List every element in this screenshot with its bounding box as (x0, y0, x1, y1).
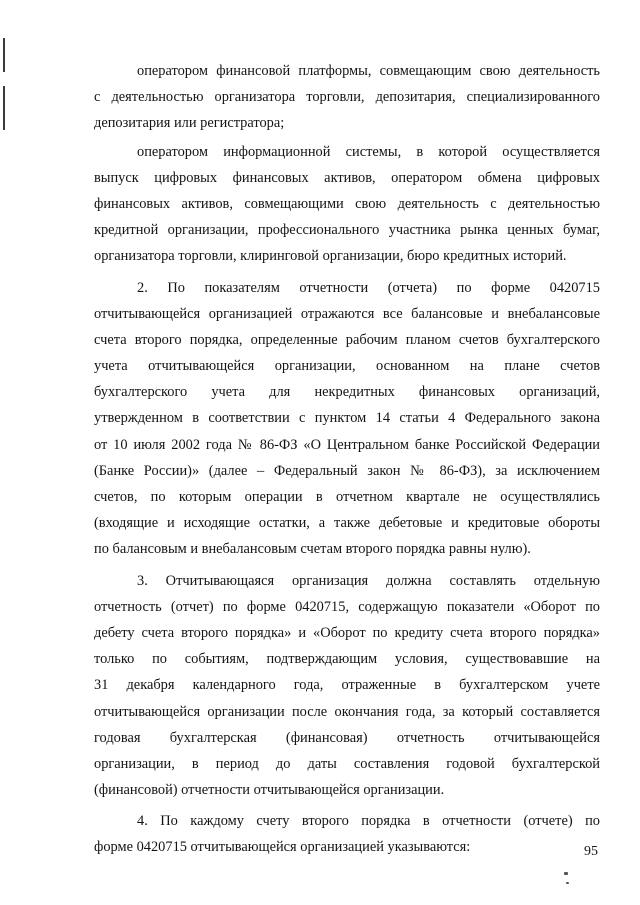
scan-edge-mark (3, 38, 5, 72)
paragraph-operator-information-system (94, 139, 600, 270)
paragraph-item-2 (94, 275, 600, 563)
scan-artifact (564, 872, 568, 875)
text-line: отчитывающейся организации после окончания года, за который составляется (94, 703, 600, 720)
text-line: оператором информационной системы, в которой осуществляется (137, 143, 600, 160)
text-line: счета второго порядка, определенные рабочим планом счетов бухгалтерского (94, 331, 600, 348)
text-line: учета отчитывающейся организации, основанном на плане счетов (94, 358, 600, 375)
text-line: 3. Отчитывающаяся организация должна составлять отдельную (137, 572, 600, 589)
document-body (94, 58, 600, 861)
paragraph-item-4 (94, 808, 600, 860)
text-line: организатора торговли, клиринговой организации, бюро кредитных историй. (94, 248, 567, 265)
text-line: по балансовым и внебалансовым счетам второго порядка равны нулю). (94, 541, 531, 558)
text-line: оператором финансовой платформы, совмещающим свою деятельность (137, 63, 600, 79)
text-line: отчитывающейся организацией отражаются все балансовые и внебалансовые (94, 305, 600, 322)
text-line: кредитной организации, профессионального участника рынка ценных бумаг, (94, 222, 600, 239)
text-line: счетов, по которым операции в отчетном квартале не осуществлялись (94, 489, 600, 505)
text-line: выпуск цифровых финансовых активов, оператором обмена цифровых (94, 169, 600, 186)
text-line: утвержденном в соответствии с пунктом 14 статьи 4 Федерального закона (94, 410, 600, 427)
text-line: 31 декабря календарного года, отраженные в бухгалтерском учете (94, 677, 600, 694)
text-line: от 10 июля 2002 года № 86-ФЗ «О Центральном банке Российской Федерации (94, 436, 600, 453)
text-line: бухгалтерского учета для некредитных финансовых организаций, (94, 384, 600, 401)
scan-edge-mark (3, 86, 5, 130)
paragraph-operator-financial-platform (94, 58, 600, 137)
scan-artifact (566, 882, 569, 884)
text-line: дебету счета второго порядка» и «Оборот по кредиту счета второго порядка» (94, 624, 600, 641)
text-line: (финансовой) отчетности отчитывающейся организации. (94, 782, 445, 799)
text-line: только по событиям, подтверждающим условия, существовавшие на (94, 651, 600, 668)
text-line: 2. По показателям отчетности (отчета) по форме 0420715 (137, 279, 600, 296)
text-line: финансовых активов, совмещающими свою деятельность с деятельностью (94, 195, 600, 212)
text-line: (Банке России)» (далее – Федеральный закон № 86-ФЗ), за исключением (94, 462, 600, 479)
text-line: с деятельностью организатора торговли, депозитария, специализированного (94, 89, 600, 106)
text-line: организации, в период до даты составления годовой бухгалтерской (94, 755, 600, 772)
text-line: депозитария или регистратора; (94, 115, 285, 132)
paragraph-item-3 (94, 568, 600, 804)
text-line: 4. По каждому счету второго порядка в отчетности (отчете) по (137, 813, 600, 830)
text-line: (входящие и исходящие остатки, а также дебетовые и кредитовые обороты (94, 515, 600, 532)
text-line: форме 0420715 отчитывающейся организацией указываются: (94, 839, 471, 856)
text-line: годовая бухгалтерская (финансовая) отчетность отчитывающейся (94, 729, 600, 746)
page-number: 95 (584, 844, 598, 859)
text-line: отчетность (отчет) по форме 0420715, содержащую показатели «Оборот по (94, 598, 600, 615)
